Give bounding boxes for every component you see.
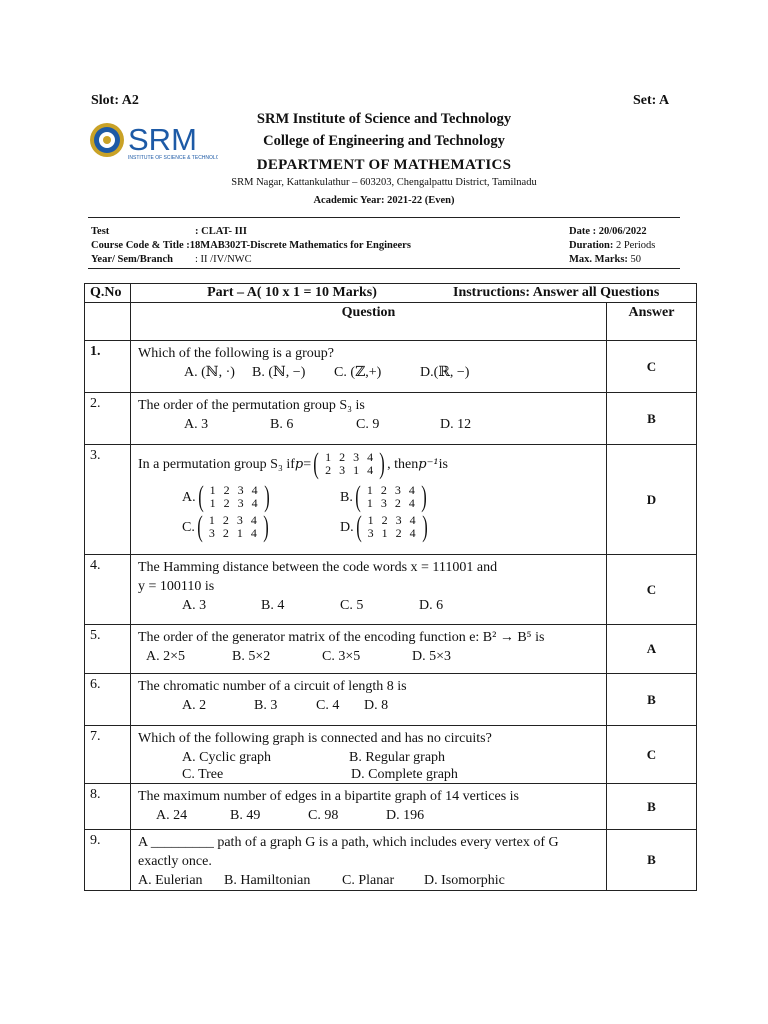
option-row-ab: [138, 482, 606, 512]
table-row: [85, 784, 697, 830]
question-number: 1.: [85, 341, 131, 393]
date-value: 20/06/2022: [596, 226, 647, 237]
question-text-2: exactly once.: [138, 854, 212, 869]
options: [138, 696, 606, 715]
p-matrix-cells: 1 2 3 4 2 3 1 4: [325, 450, 374, 477]
option-c: C. 4: [316, 698, 340, 713]
option-a: A. 24: [156, 808, 188, 823]
answer: B: [607, 830, 697, 891]
divider-top: [88, 217, 680, 218]
option-c: C. (ℤ,+): [334, 365, 382, 380]
options: [138, 363, 606, 382]
header-qno: Q.No: [85, 284, 131, 303]
question-table: [84, 283, 697, 891]
p-matrix: ( 1 2 3 4 2 3 1 4 ): [313, 447, 385, 480]
college-name: College of Engineering and Technology: [263, 133, 505, 149]
option-b: B. Regular graph: [349, 750, 446, 765]
options-row-1: [138, 748, 606, 767]
question-number: 3.: [85, 445, 131, 555]
option-d: D. 5×3: [412, 649, 452, 664]
answer: B: [607, 393, 697, 445]
options: [138, 871, 606, 890]
option-a: A. 2: [182, 698, 207, 713]
answer: D: [607, 445, 697, 555]
option-c: C. ( 1 2 3 4 3 2 1 4 ): [182, 510, 269, 543]
table-header-row: [85, 284, 697, 303]
duration-label: Duration:: [569, 240, 614, 251]
question-text: The maximum number of edges in a bipartite graph of 14 vertices is: [138, 789, 520, 804]
option-d: D. 6: [419, 598, 444, 613]
option-d: D. 196: [386, 808, 425, 823]
marks-value: 50: [627, 254, 642, 265]
option-d: D. 8: [364, 698, 389, 713]
test-label: Test: [91, 226, 110, 237]
year-value: : II /IV/NWC: [195, 254, 252, 265]
table-row: [85, 393, 697, 445]
answer: B: [607, 784, 697, 830]
option-c: C. 5: [340, 598, 364, 613]
address: SRM Nagar, Kattankulathur – 603203, Chengalpattu District, Tamilnadu: [231, 177, 537, 188]
table-row: [85, 674, 697, 726]
slot-label: Slot: A2: [91, 93, 139, 108]
institute-name: SRM Institute of Science and Technology: [256, 111, 512, 127]
department-name: DEPARTMENT OF MATHEMATICS: [256, 157, 512, 173]
answer: C: [607, 341, 697, 393]
option-a: A. 2×5: [146, 649, 186, 664]
option-c: C. Planar: [342, 873, 395, 888]
option-c: C. 9: [356, 417, 380, 432]
question-cell: [131, 341, 607, 393]
option-b: B. 4: [261, 598, 285, 613]
question-text: The order of the permutation group S₃ is: [138, 398, 365, 413]
question-text: The chromatic number of a circuit of length 8 is: [138, 679, 407, 694]
marks-row: [569, 254, 641, 265]
question-cell: [131, 674, 607, 726]
question-cell: [131, 830, 607, 891]
question-cell: [131, 393, 607, 445]
table-row: [85, 625, 697, 674]
answer: C: [607, 726, 697, 784]
option-c: C. 98: [308, 808, 339, 823]
duration-value: 2 Periods: [613, 240, 656, 251]
header-part: Part – A( 10 x 1 = 10 Marks): [207, 285, 377, 300]
option-a: A. Cyclic graph: [182, 750, 272, 765]
header-answer: Answer: [607, 303, 697, 341]
question-text: In a permutation group S₃ if p = ( 1 2 3 4 2 3 1 4 ) , then p⁻¹ is: [138, 447, 448, 480]
logo-tagline: INSTITUTE OF SCIENCE & TECHNOLOGY: [128, 155, 218, 161]
date-row: [569, 226, 647, 237]
course-label: Course Code & Title :: [91, 240, 190, 251]
option-d: D. ( 1 2 3 4 3 1 2 4 ): [340, 510, 428, 543]
option-b: B. 6: [270, 417, 294, 432]
header-instructions: Instructions: Answer all Questions: [453, 285, 660, 300]
answer: B: [607, 674, 697, 726]
option-b: B. (ℕ, −): [252, 365, 306, 380]
question-text: The Hamming distance between the code words x = 111001 and: [138, 560, 498, 575]
question-cell: [131, 555, 607, 625]
option-c: C. Tree: [182, 767, 224, 782]
question-cell: [131, 784, 607, 830]
option-row-cd: [138, 512, 606, 542]
table-subheader-row: [85, 303, 697, 341]
answer: A: [607, 625, 697, 674]
subheader-blank: [85, 303, 131, 341]
options-row-2: [138, 767, 606, 783]
table-row: [85, 341, 697, 393]
option-c: C. 3×5: [322, 649, 361, 664]
option-d: D. 12: [440, 417, 472, 432]
marks-label: Max. Marks:: [569, 254, 628, 265]
option-d: D. Complete graph: [351, 767, 458, 782]
option-a: A. 3: [184, 417, 209, 432]
options: [138, 596, 606, 615]
table-row: [85, 555, 697, 625]
table-row: [85, 726, 697, 784]
question-number: 4.: [85, 555, 131, 625]
table-row: [85, 830, 697, 891]
option-b: B. Hamiltonian: [224, 873, 311, 888]
header-question: Question: [131, 303, 607, 341]
question-text: A _________ path of a graph G is a path, which includes every vertex of G: [138, 835, 559, 850]
options: [138, 806, 606, 825]
option-b: B. 3: [254, 698, 278, 713]
academic-year: Academic Year: 2021-22 (Even): [313, 195, 455, 206]
option-b: B. 49: [230, 808, 261, 823]
option-a: A. Eulerian: [138, 873, 203, 888]
option-d: D.(ℝ, −): [420, 365, 470, 380]
question-number: 7.: [85, 726, 131, 784]
question-number: 2.: [85, 393, 131, 445]
option-a: A. 3: [182, 598, 207, 613]
question-number: 5.: [85, 625, 131, 674]
option-d: D. Isomorphic: [424, 873, 505, 888]
question-text: Which of the following graph is connected and has no circuits?: [138, 731, 492, 746]
table-row: [85, 445, 697, 555]
logo-text: SRM: [128, 122, 197, 157]
course-row: [91, 240, 411, 251]
duration-row: [569, 240, 655, 251]
option-a: A. ( 1 2 3 4 1 2 3 4 ): [182, 480, 270, 513]
question-number: 6.: [85, 674, 131, 726]
question-cell: [131, 726, 607, 784]
option-b: B. ( 1 2 3 4 1 3 2 4 ): [340, 480, 427, 513]
course-value: 18MAB302T-Discrete Mathematics for Engineers: [189, 240, 411, 251]
options: [138, 415, 606, 434]
question-cell: [131, 445, 607, 555]
options: [138, 647, 606, 666]
question-text: Which of the following is a group?: [138, 346, 334, 361]
test-value: : CLAT- III: [195, 226, 247, 237]
question-cell: [131, 625, 607, 674]
year-label: Year/ Sem/Branch: [91, 254, 173, 265]
divider-bottom: [88, 268, 680, 269]
question-number: 9.: [85, 830, 131, 891]
question-number: 8.: [85, 784, 131, 830]
date-label: Date :: [569, 226, 597, 237]
question-text-2: y = 100110 is: [138, 579, 215, 594]
header-part-row: [131, 284, 697, 303]
question-text: The order of the generator matrix of the encoding function e: B² → B⁵ is: [138, 630, 545, 645]
set-label: Set: A: [633, 93, 670, 108]
option-b: B. 5×2: [232, 649, 271, 664]
answer: C: [607, 555, 697, 625]
option-a: A. (ℕ, ·): [184, 365, 235, 380]
